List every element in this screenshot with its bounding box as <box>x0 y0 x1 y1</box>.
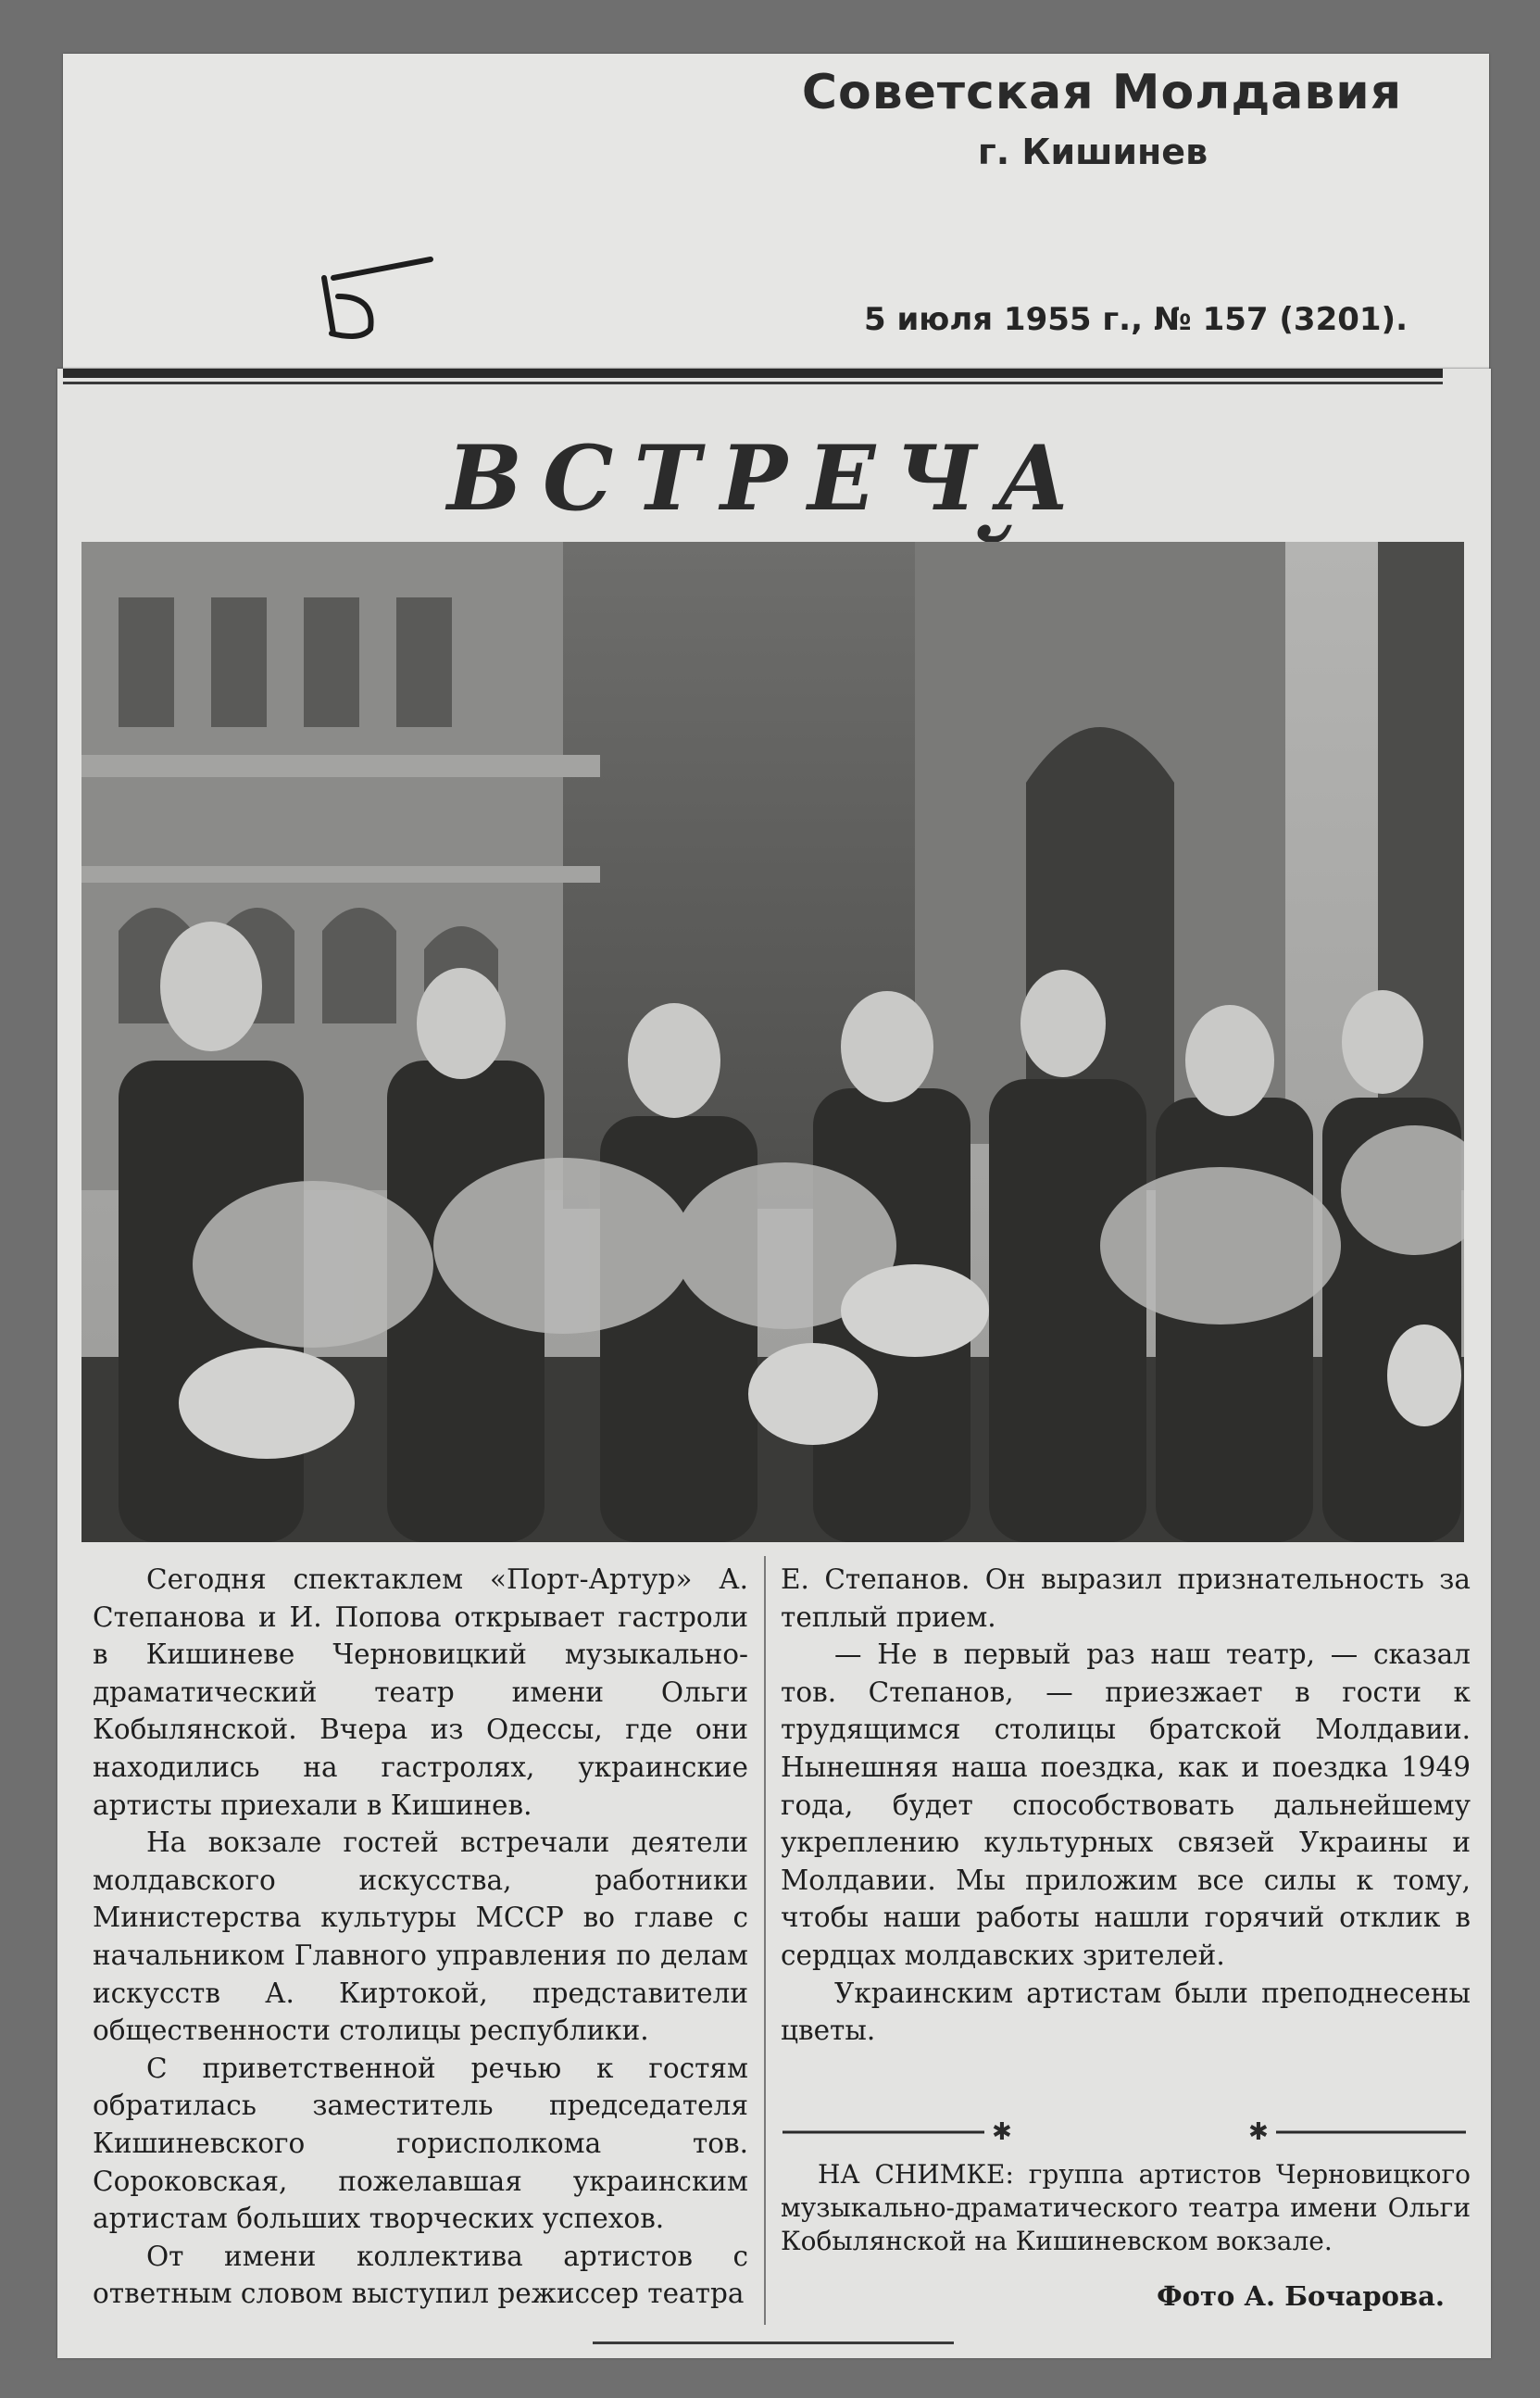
caption-label: НА СНИМКЕ: <box>818 2159 1014 2190</box>
article-paragraph: Сегодня спектаклем «Порт-Артур» А. Степанова и И. Попова открывает гастроли в Кишиневе Черновицкий музыкально-драматический театр имени Ольги Кобылянской. Вчера из Одессы, где они находились на гастролях, украинские артисты приехали в Кишинев. <box>93 1563 748 1821</box>
article-paragraph: — Не в первый раз наш театр, — сказал тов. Степанов, — приезжает в гости к трудящимся столицы братской Молдавии. Нынешняя наша поездка, как и поездка 1949 года, будет способствовать дальнейшему укреплению культурных связей Украины и Молдавии. Мы приложим все силы к тому, чтобы наши работы нашли горячий отклик в сердцах молдавских зрителей. <box>781 1638 1471 1971</box>
handwritten-mark-icon <box>306 241 435 343</box>
group-photo <box>81 542 1464 1542</box>
group-photo-icon <box>81 542 1464 1542</box>
column-divider <box>764 1556 766 2325</box>
separator-star-icon: ✱ <box>1248 2121 1269 2143</box>
separator-star-icon: ✱ <box>992 2121 1012 2143</box>
photo-credit: Фото А. Бочарова. <box>1157 2280 1445 2312</box>
article-paragraph: Украинским артистам были преподнесены цветы. <box>781 1977 1471 2047</box>
newspaper-name-stamp: Советская Молдавия <box>801 65 1403 120</box>
newspaper-city-stamp: г. Кишинев <box>977 132 1208 172</box>
article-column-left <box>93 1561 748 2313</box>
article-paragraph: От имени коллектива артистов с ответным словом выступил режиссер театра <box>93 2240 748 2310</box>
section-separator <box>781 2121 1471 2143</box>
article-headline: ВСТРЕЧА <box>446 426 1091 531</box>
issue-date-number: 5 июля 1955 г., № 157 (3201). <box>863 301 1408 338</box>
article-paragraph: На вокзале гостей встречали деятели молдавского искусства, работники Министерства культуры МССР во главе с начальником Главного управления по делам искусств А. Киртокой, представители общественности столицы республики. <box>93 1827 748 2047</box>
bottom-rule <box>593 2342 954 2344</box>
photo-caption <box>781 2158 1471 2258</box>
article-column-right <box>781 1561 1471 2050</box>
article-paragraph: С приветственной речью к гостям обратилась заместитель председателя Кишиневского горисполкома тов. Сороковская, пожелавшая украинским артистам больших творческих успехов. <box>93 2052 748 2235</box>
article-paragraph: Е. Степанов. Он выразил признательность за теплый прием. <box>781 1563 1471 1633</box>
header-rule <box>63 369 1443 378</box>
caption-text: группа артистов Черновицкого музыкально-драматического театра имени Ольги Кобылянской на Кишиневском вокзале. <box>781 2159 1471 2256</box>
header-rule-thin <box>63 382 1443 384</box>
